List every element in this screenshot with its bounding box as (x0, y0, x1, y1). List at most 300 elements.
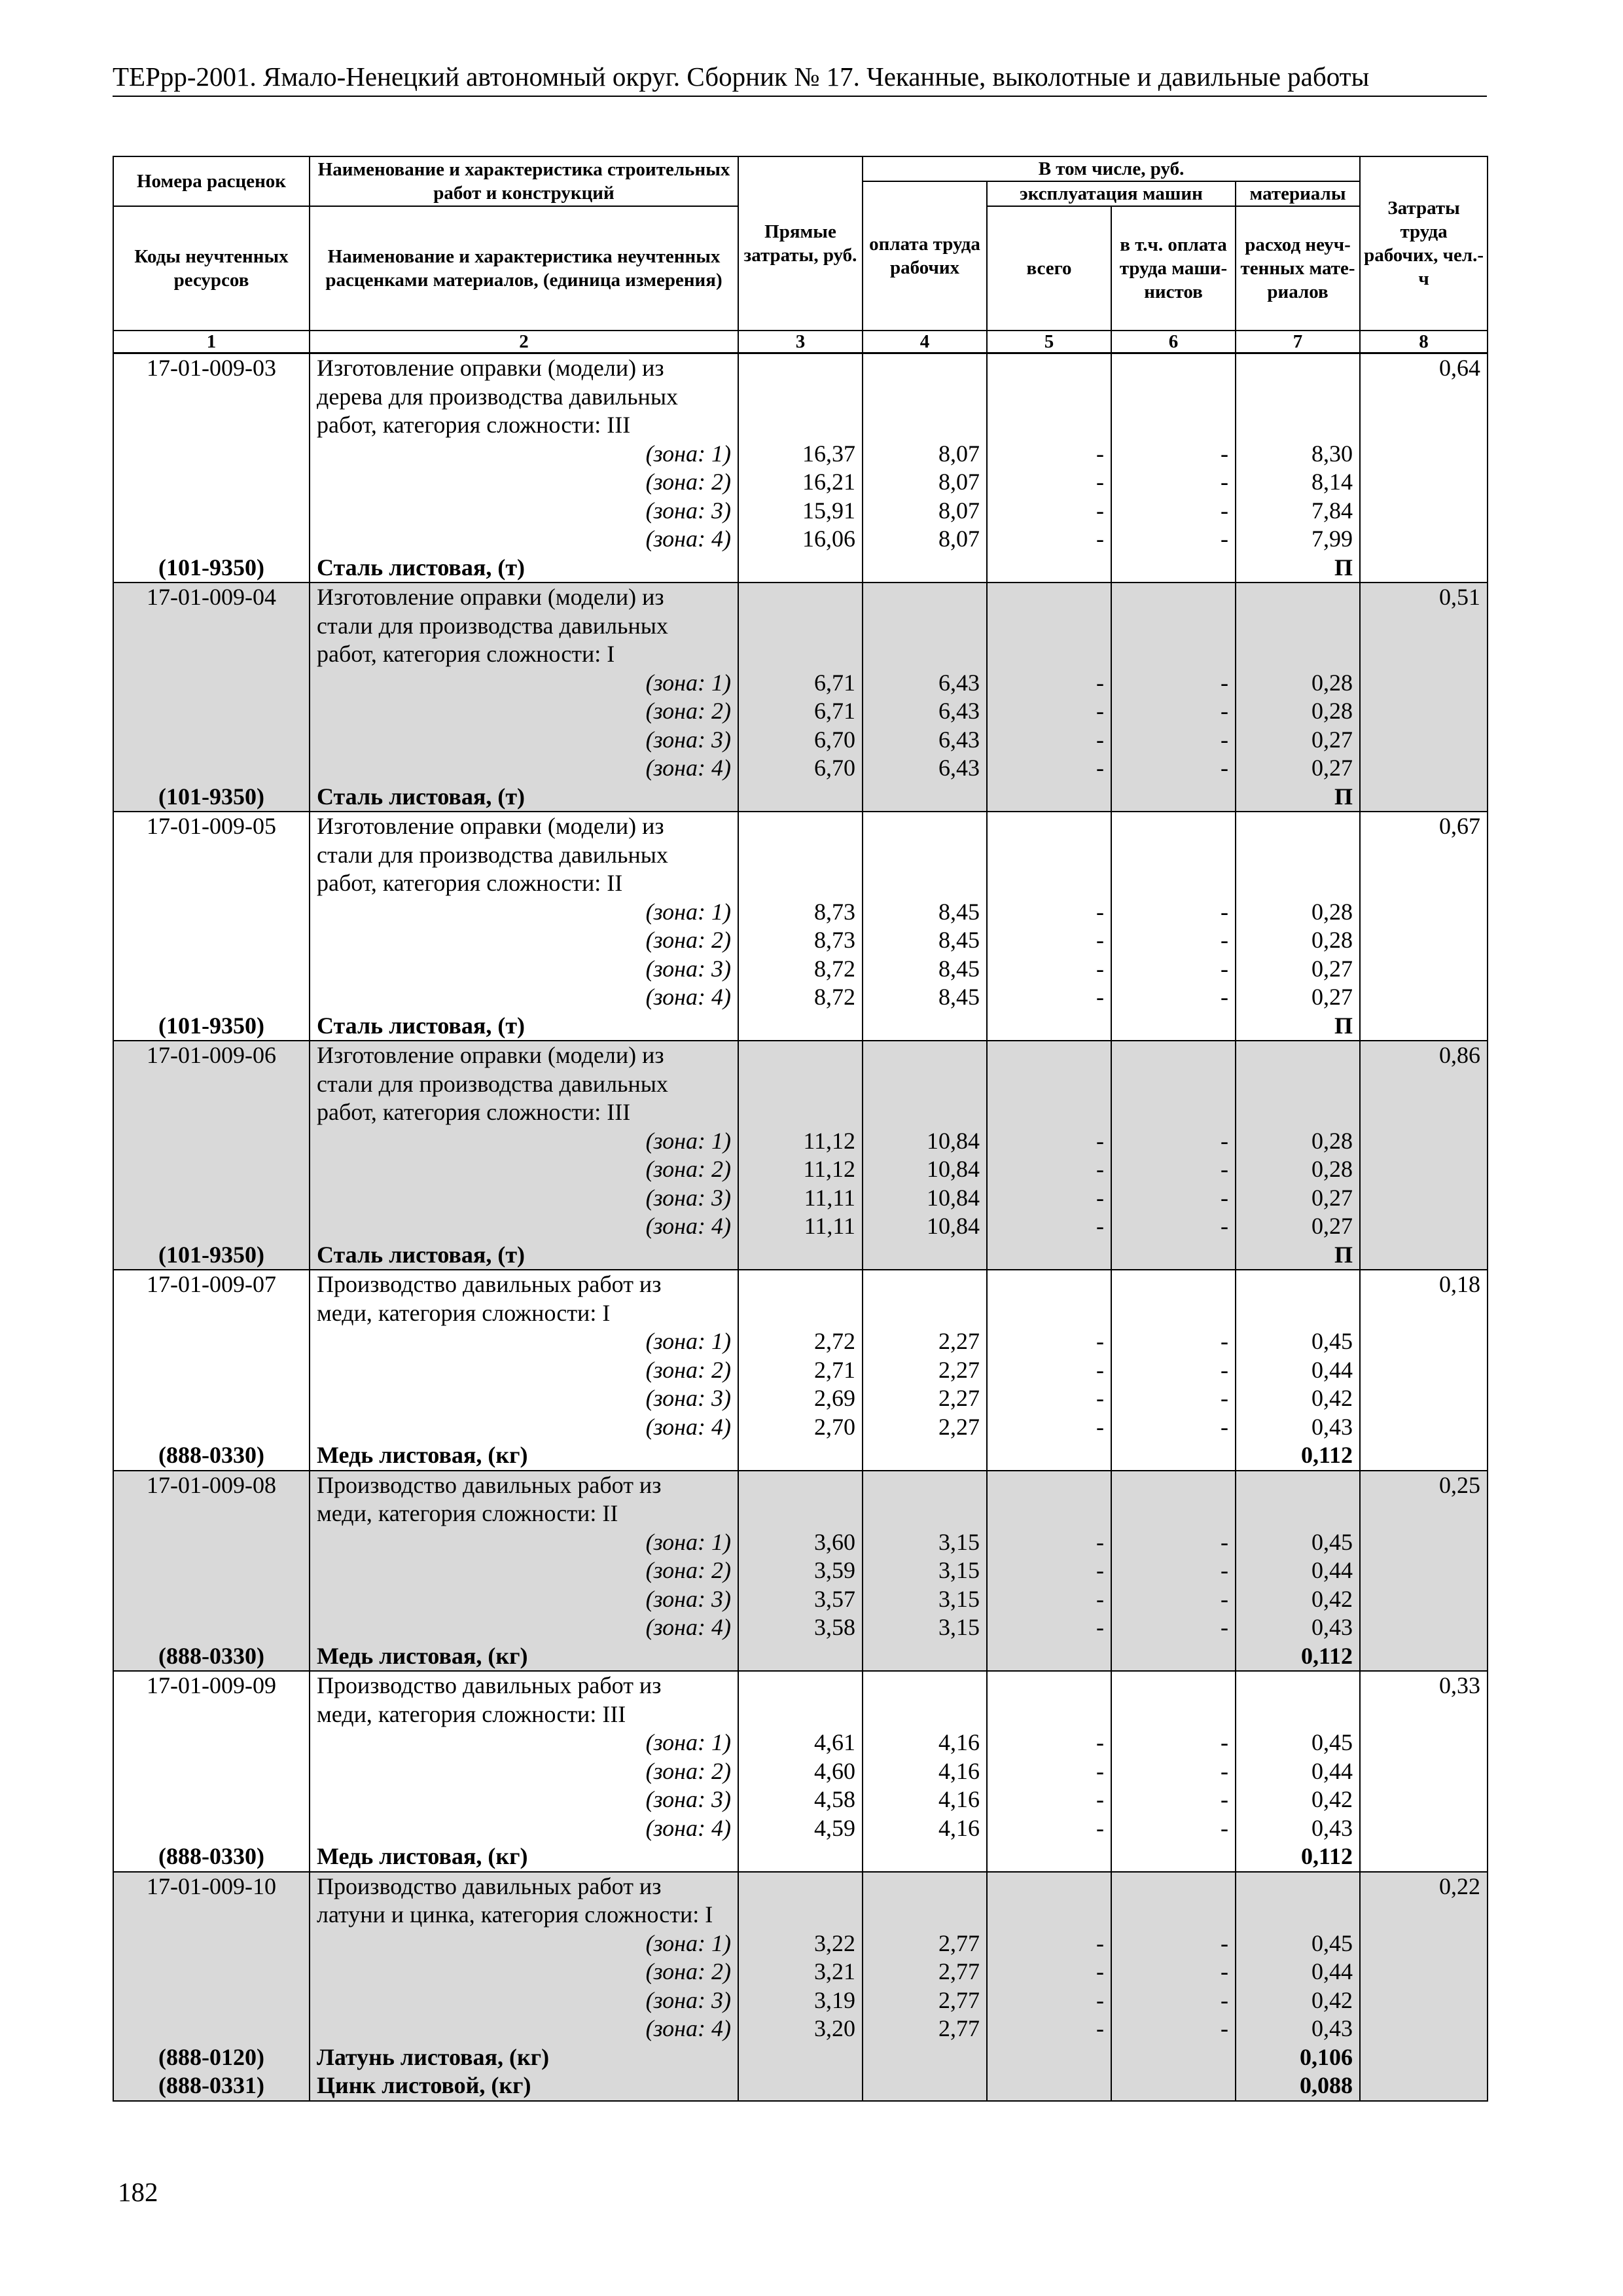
empty-cell (863, 1901, 987, 1929)
zone-label: (зона: 3) (310, 1986, 738, 2015)
empty-cell (738, 554, 863, 583)
work-description: Изготовление оправки (модели) из (310, 353, 738, 383)
empty-cell (1360, 2072, 1488, 2101)
machinist-wage: - (1111, 2015, 1236, 2043)
empty-cell (113, 1556, 310, 1585)
direct-cost: 3,22 (738, 1929, 863, 1958)
empty-cell (1360, 1585, 1488, 1614)
work-description: работ, категория сложности: III (310, 1098, 738, 1127)
materials-cost: 0,27 (1236, 754, 1360, 783)
machines-total: - (987, 1757, 1111, 1786)
empty-cell (863, 1499, 987, 1528)
direct-cost: 11,11 (738, 1184, 863, 1213)
empty-cell (1236, 1270, 1360, 1299)
resource-code: (888-0330) (113, 1441, 310, 1471)
worker-wage: 4,16 (863, 1814, 987, 1843)
empty-cell (738, 1700, 863, 1729)
empty-cell (863, 1041, 987, 1070)
resource-quantity: 0,088 (1236, 2072, 1360, 2101)
worker-wage: 2,27 (863, 1413, 987, 1442)
machines-total: - (987, 1528, 1111, 1557)
zone-label: (зона: 4) (310, 1212, 738, 1241)
empty-cell (113, 1327, 310, 1356)
zone-row (113, 1127, 1488, 1156)
zone-label: (зона: 2) (310, 1757, 738, 1786)
machines-total: - (987, 1212, 1111, 1241)
direct-cost: 4,58 (738, 1785, 863, 1814)
empty-cell (1360, 841, 1488, 870)
zone-row (113, 754, 1488, 783)
resource-name: Медь листовая, (кг) (310, 1441, 738, 1471)
machines-total: - (987, 898, 1111, 927)
empty-cell (1236, 1671, 1360, 1700)
empty-cell (987, 1441, 1111, 1471)
empty-cell (1360, 440, 1488, 469)
empty-cell (987, 640, 1111, 669)
machines-total: - (987, 1413, 1111, 1442)
empty-cell (1360, 1241, 1488, 1270)
empty-cell (987, 869, 1111, 898)
col-including-header: В том числе, руб. (863, 156, 1360, 181)
empty-cell (1111, 812, 1236, 841)
empty-cell (738, 1098, 863, 1127)
col-labor-costs-header: Затраты труда рабочих, чел.-ч (1360, 156, 1488, 331)
zone-row (113, 1757, 1488, 1786)
zone-row (113, 1729, 1488, 1757)
empty-cell (738, 1901, 863, 1929)
work-description: Изготовление оправки (модели) из (310, 812, 738, 841)
direct-cost: 15,91 (738, 497, 863, 526)
empty-cell (738, 1842, 863, 1872)
empty-cell (113, 1901, 310, 1929)
description-row (113, 1270, 1488, 1299)
machinist-wage: - (1111, 1184, 1236, 1213)
machines-total: - (987, 1958, 1111, 1986)
empty-cell (738, 869, 863, 898)
materials-cost: 0,28 (1236, 1155, 1360, 1184)
col-machines-total-header: всего (987, 206, 1111, 331)
empty-cell (1111, 1070, 1236, 1099)
materials-cost: 0,44 (1236, 1556, 1360, 1585)
empty-cell (113, 898, 310, 927)
machines-total: - (987, 1155, 1111, 1184)
empty-cell (1360, 955, 1488, 984)
empty-cell (113, 1814, 310, 1843)
direct-cost: 2,70 (738, 1413, 863, 1442)
empty-cell (987, 1842, 1111, 1872)
description-row (113, 640, 1488, 669)
work-description: Производство давильных работ из (310, 1270, 738, 1299)
work-description: дерева для производства давильных (310, 383, 738, 412)
machines-total: - (987, 697, 1111, 726)
empty-cell (738, 1070, 863, 1099)
direct-cost: 4,59 (738, 1814, 863, 1843)
empty-cell (863, 411, 987, 440)
worker-wage: 6,43 (863, 726, 987, 755)
empty-cell (1360, 640, 1488, 669)
machines-total: - (987, 1814, 1111, 1843)
zone-label: (зона: 2) (310, 926, 738, 955)
machinist-wage: - (1111, 1986, 1236, 2015)
empty-cell (1360, 525, 1488, 554)
empty-cell (1111, 583, 1236, 612)
empty-cell (1360, 1356, 1488, 1385)
description-row (113, 1700, 1488, 1729)
resource-quantity: 0,112 (1236, 1642, 1360, 1672)
worker-wage: 10,84 (863, 1184, 987, 1213)
resource-name: Медь листовая, (кг) (310, 1642, 738, 1672)
labor-hours: 0,64 (1360, 353, 1488, 383)
description-row (113, 1070, 1488, 1099)
col-material-name-header: Наименование и характеристика неучтенных расценками материалов, (единица измерения) (310, 206, 738, 331)
empty-cell (987, 1299, 1111, 1328)
worker-wage: 10,84 (863, 1212, 987, 1241)
work-description: латуни и цинка, категория сложности: I (310, 1901, 738, 1929)
machinist-wage: - (1111, 726, 1236, 755)
empty-cell (1360, 1384, 1488, 1413)
empty-cell (113, 525, 310, 554)
materials-cost: 0,45 (1236, 1528, 1360, 1557)
empty-cell (113, 411, 310, 440)
empty-cell (863, 1441, 987, 1471)
empty-cell (1360, 754, 1488, 783)
empty-cell (1360, 1958, 1488, 1986)
column-number: 4 (863, 331, 987, 353)
machinist-wage: - (1111, 1212, 1236, 1241)
empty-cell (1111, 1041, 1236, 1070)
materials-cost: 0,28 (1236, 1127, 1360, 1156)
empty-cell (1111, 1901, 1236, 1929)
labor-hours: 0,67 (1360, 812, 1488, 841)
empty-cell (1360, 1814, 1488, 1843)
empty-cell (1111, 640, 1236, 669)
empty-cell (113, 841, 310, 870)
machinist-wage: - (1111, 1757, 1236, 1786)
work-description: стали для производства давильных (310, 612, 738, 641)
machinist-wage: - (1111, 1814, 1236, 1843)
empty-cell (1236, 353, 1360, 383)
empty-cell (1360, 1184, 1488, 1213)
direct-cost: 11,12 (738, 1127, 863, 1156)
empty-cell (1360, 1757, 1488, 1786)
zone-row (113, 1958, 1488, 1986)
direct-cost: 2,71 (738, 1356, 863, 1385)
worker-wage: 2,77 (863, 1958, 987, 1986)
empty-cell (1360, 983, 1488, 1012)
materials-cost: 0,45 (1236, 1729, 1360, 1757)
resource-quantity: П (1236, 1012, 1360, 1041)
zone-row (113, 1986, 1488, 2015)
empty-cell (1360, 1528, 1488, 1557)
empty-cell (1111, 1299, 1236, 1328)
empty-cell (1360, 2015, 1488, 2043)
empty-cell (1360, 1613, 1488, 1642)
empty-cell (113, 1356, 310, 1385)
empty-cell (113, 383, 310, 412)
empty-cell (863, 1471, 987, 1500)
empty-cell (1111, 1872, 1236, 1901)
zone-label: (зона: 1) (310, 1127, 738, 1156)
resource-code: (888-0120) (113, 2043, 310, 2072)
materials-cost: 0,28 (1236, 898, 1360, 927)
zone-row (113, 1212, 1488, 1241)
empty-cell (863, 1642, 987, 1672)
empty-cell (113, 612, 310, 641)
worker-wage: 10,84 (863, 1155, 987, 1184)
materials-cost: 0,45 (1236, 1327, 1360, 1356)
empty-cell (113, 1299, 310, 1328)
empty-cell (113, 1757, 310, 1786)
col-resource-codes-header: Коды неучтенных ресурсов (113, 206, 310, 331)
zone-row (113, 898, 1488, 927)
machines-total: - (987, 1127, 1111, 1156)
empty-cell (1236, 869, 1360, 898)
empty-cell (863, 2072, 987, 2101)
machinist-wage: - (1111, 1613, 1236, 1642)
worker-wage: 8,45 (863, 955, 987, 984)
direct-cost: 3,20 (738, 2015, 863, 2043)
empty-cell (863, 1700, 987, 1729)
empty-cell (1360, 869, 1488, 898)
empty-cell (738, 353, 863, 383)
resource-name: Сталь листовая, (т) (310, 783, 738, 812)
empty-cell (113, 1785, 310, 1814)
materials-cost: 0,28 (1236, 697, 1360, 726)
rate-code: 17-01-009-05 (113, 812, 310, 841)
work-description: Производство давильных работ из (310, 1872, 738, 1901)
worker-wage: 4,16 (863, 1757, 987, 1786)
machines-total: - (987, 1556, 1111, 1585)
labor-hours: 0,86 (1360, 1041, 1488, 1070)
work-description: стали для производства давильных (310, 1070, 738, 1099)
worker-wage: 8,45 (863, 926, 987, 955)
zone-label: (зона: 1) (310, 440, 738, 469)
direct-cost: 4,60 (738, 1757, 863, 1786)
machines-total: - (987, 1986, 1111, 2015)
empty-cell (987, 841, 1111, 870)
machines-total: - (987, 926, 1111, 955)
empty-cell (1360, 1441, 1488, 1471)
worker-wage: 8,45 (863, 898, 987, 927)
col-direct-costs-header: Прямые затраты, руб. (738, 156, 863, 331)
zone-row (113, 1585, 1488, 1614)
empty-cell (1111, 1642, 1236, 1672)
materials-cost: 0,43 (1236, 2015, 1360, 2043)
empty-cell (863, 869, 987, 898)
empty-cell (987, 1070, 1111, 1099)
rate-code: 17-01-009-10 (113, 1872, 310, 1901)
direct-cost: 3,59 (738, 1556, 863, 1585)
work-description: меди, категория сложности: III (310, 1700, 738, 1729)
machinist-wage: - (1111, 1528, 1236, 1557)
direct-cost: 2,69 (738, 1384, 863, 1413)
empty-cell (1236, 1499, 1360, 1528)
materials-cost: 0,27 (1236, 1184, 1360, 1213)
empty-cell (113, 1384, 310, 1413)
resource-name: Цинк листовой, (кг) (310, 2072, 738, 2101)
rate-code: 17-01-009-09 (113, 1671, 310, 1700)
machines-total: - (987, 1613, 1111, 1642)
resource-code: (101-9350) (113, 554, 310, 583)
empty-cell (987, 1872, 1111, 1901)
col-machines-header: эксплуатация машин (987, 181, 1236, 206)
zone-label: (зона: 1) (310, 898, 738, 927)
zone-row (113, 983, 1488, 1012)
machinist-wage: - (1111, 1384, 1236, 1413)
empty-cell (1236, 1872, 1360, 1901)
empty-cell (863, 583, 987, 612)
empty-cell (1236, 383, 1360, 412)
machines-total: - (987, 669, 1111, 698)
zone-label: (зона: 2) (310, 468, 738, 497)
direct-cost: 8,73 (738, 926, 863, 955)
empty-cell (113, 669, 310, 698)
direct-cost: 6,71 (738, 669, 863, 698)
empty-cell (738, 812, 863, 841)
empty-cell (738, 1671, 863, 1700)
empty-cell (1360, 1212, 1488, 1241)
empty-cell (1360, 1327, 1488, 1356)
resource-quantity: 0,112 (1236, 1842, 1360, 1872)
resource-row (113, 1842, 1488, 1872)
empty-cell (738, 841, 863, 870)
empty-cell (113, 869, 310, 898)
empty-cell (1236, 1041, 1360, 1070)
empty-cell (738, 1642, 863, 1672)
empty-cell (1111, 1842, 1236, 1872)
machinist-wage: - (1111, 440, 1236, 469)
machines-total: - (987, 1585, 1111, 1614)
rate-block (113, 1270, 1488, 1471)
empty-cell (987, 1901, 1111, 1929)
description-row (113, 1671, 1488, 1700)
zone-label: (зона: 4) (310, 2015, 738, 2043)
empty-cell (1360, 1642, 1488, 1672)
zone-label: (зона: 4) (310, 525, 738, 554)
zone-label: (зона: 2) (310, 1155, 738, 1184)
machinist-wage: - (1111, 1585, 1236, 1614)
worker-wage: 8,07 (863, 497, 987, 526)
empty-cell (863, 1070, 987, 1099)
empty-cell (1360, 1155, 1488, 1184)
empty-cell (1360, 1413, 1488, 1442)
direct-cost: 16,21 (738, 468, 863, 497)
direct-cost: 16,37 (738, 440, 863, 469)
rate-code: 17-01-009-06 (113, 1041, 310, 1070)
materials-cost: 0,42 (1236, 1785, 1360, 1814)
machinist-wage: - (1111, 697, 1236, 726)
rate-code: 17-01-009-03 (113, 353, 310, 383)
materials-cost: 8,14 (1236, 468, 1360, 497)
resource-quantity: 0,112 (1236, 1441, 1360, 1471)
zone-label: (зона: 3) (310, 1384, 738, 1413)
empty-cell (113, 1729, 310, 1757)
empty-cell (863, 1098, 987, 1127)
zone-label: (зона: 1) (310, 1729, 738, 1757)
empty-cell (863, 554, 987, 583)
resource-code: (888-0330) (113, 1642, 310, 1672)
machines-total: - (987, 525, 1111, 554)
direct-cost: 3,60 (738, 1528, 863, 1557)
description-row (113, 612, 1488, 641)
machines-total: - (987, 955, 1111, 984)
rate-code: 17-01-009-07 (113, 1270, 310, 1299)
direct-cost: 6,71 (738, 697, 863, 726)
zone-row (113, 1929, 1488, 1958)
machines-total: - (987, 1929, 1111, 1958)
empty-cell (738, 583, 863, 612)
empty-cell (113, 1184, 310, 1213)
materials-cost: 0,42 (1236, 1585, 1360, 1614)
resource-code: (101-9350) (113, 783, 310, 812)
materials-cost: 0,43 (1236, 1413, 1360, 1442)
resource-row (113, 2043, 1488, 2072)
materials-cost: 0,42 (1236, 1384, 1360, 1413)
empty-cell (113, 1700, 310, 1729)
materials-cost: 0,28 (1236, 669, 1360, 698)
zone-row (113, 1613, 1488, 1642)
zone-label: (зона: 2) (310, 1958, 738, 1986)
empty-cell (1360, 1700, 1488, 1729)
empty-cell (1360, 1986, 1488, 2015)
description-row (113, 812, 1488, 841)
col-material-usage-header: расход неуч-тенных мате-риалов (1236, 206, 1360, 331)
worker-wage: 2,77 (863, 1986, 987, 2015)
description-row (113, 869, 1488, 898)
zone-label: (зона: 2) (310, 697, 738, 726)
work-description: Изготовление оправки (модели) из (310, 583, 738, 612)
rate-code: 17-01-009-08 (113, 1471, 310, 1500)
worker-wage: 3,15 (863, 1528, 987, 1557)
empty-cell (1360, 1012, 1488, 1041)
work-description: работ, категория сложности: III (310, 411, 738, 440)
worker-wage: 2,27 (863, 1356, 987, 1385)
empty-cell (1360, 612, 1488, 641)
rate-code: 17-01-009-04 (113, 583, 310, 612)
empty-cell (863, 1241, 987, 1270)
rate-block (113, 1872, 1488, 2101)
empty-cell (1111, 841, 1236, 870)
machines-total: - (987, 1184, 1111, 1213)
empty-cell (1111, 1241, 1236, 1270)
worker-wage: 2,77 (863, 1929, 987, 1958)
zone-row (113, 955, 1488, 984)
labor-hours: 0,18 (1360, 1270, 1488, 1299)
empty-cell (113, 1929, 310, 1958)
zone-row (113, 468, 1488, 497)
empty-cell (1236, 612, 1360, 641)
empty-cell (987, 383, 1111, 412)
empty-cell (1360, 383, 1488, 412)
empty-cell (987, 1499, 1111, 1528)
zone-label: (зона: 3) (310, 1585, 738, 1614)
empty-cell (113, 1613, 310, 1642)
empty-cell (1360, 697, 1488, 726)
empty-cell (1236, 1471, 1360, 1500)
empty-cell (1360, 783, 1488, 812)
rate-block (113, 1671, 1488, 1872)
worker-wage: 4,16 (863, 1729, 987, 1757)
description-row (113, 353, 1488, 383)
empty-cell (1111, 1499, 1236, 1528)
resource-code: (888-0330) (113, 1842, 310, 1872)
empty-cell (1111, 554, 1236, 583)
materials-cost: 0,42 (1236, 1986, 1360, 2015)
direct-cost: 8,73 (738, 898, 863, 927)
zone-row (113, 1814, 1488, 1843)
empty-cell (1360, 468, 1488, 497)
empty-cell (1360, 1070, 1488, 1099)
